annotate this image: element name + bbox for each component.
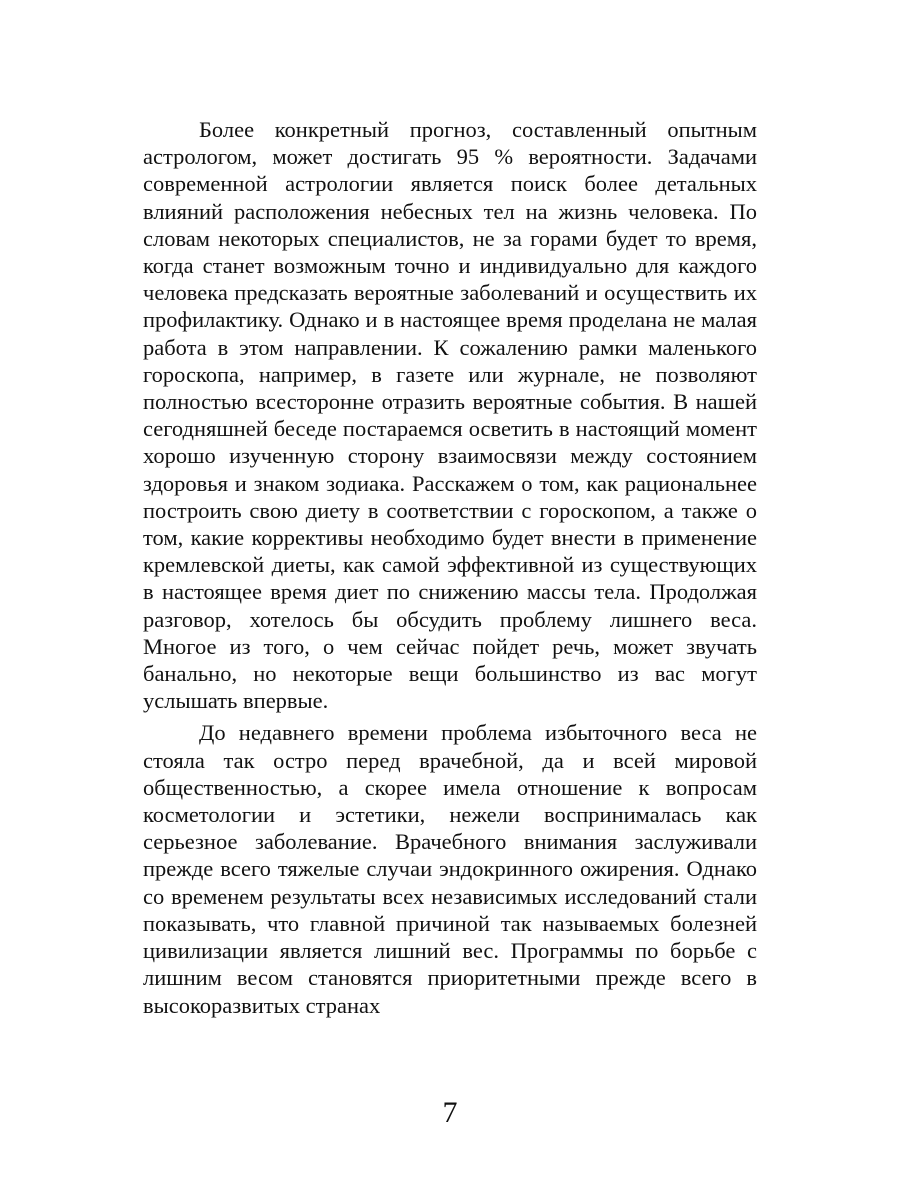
paragraph-2: До недавнего времени проблема избыточного веса не стояла так остро перед врачебной, да и всей мировой общественностью, а скорее имела отношение к вопросам косметологии и эстетики, нежели воспринималась как серьезное заболевание. Врачебного внимания заслуживали прежде всего тяжелые случаи эндокринного ожирения. Однако со временем результаты всех независимых исследований стали показывать, что главной причиной так называемых болезней цивилизации является лишний вес. Программы по борьбе с лишним весом становятся приоритетными прежде всего в высокоразвитых странах	[143, 720, 757, 1018]
body-text	[143, 116, 757, 1019]
paragraph-1: Более конкретный прогноз, составленный опытным астрологом, может достигать 95 % вероятности. Задачами современной астрологии является поиск более детальных влияний расположения небесных тел на жизнь человека. По словам некоторых специалистов, не за горами будет то время, когда станет возможным точно и индивидуально для каждого человека предсказать вероятные заболеваний и осуществить их профилактику. Однако и в настоящее время проделана не малая работа в этом направлении. К сожалению рамки маленького гороскопа, например, в газете или журнале, не позволяют полностью всесторонне отразить вероятные события. В нашей сегодняшней беседе постараемся осветить в настоящий момент хорошо изученную сторону взаимосвязи между состоянием здоровья и знаком зодиака. Расскажем о том, как рациональнее построить свою диету в соответствии с гороскопом, а также о том, какие коррективы необходимо будет внести в применение кремлевской диеты, как самой эффективной из существующих в настоящее время диет по снижению массы тела. Продолжая разговор, хотелось бы обсудить проблему лишнего веса. Многое из того, о чем сейчас пойдет речь, может звучать банально, но некоторые вещи большинство из вас могут услышать впервые.	[143, 117, 757, 714]
page-number: 7	[442, 1096, 458, 1129]
